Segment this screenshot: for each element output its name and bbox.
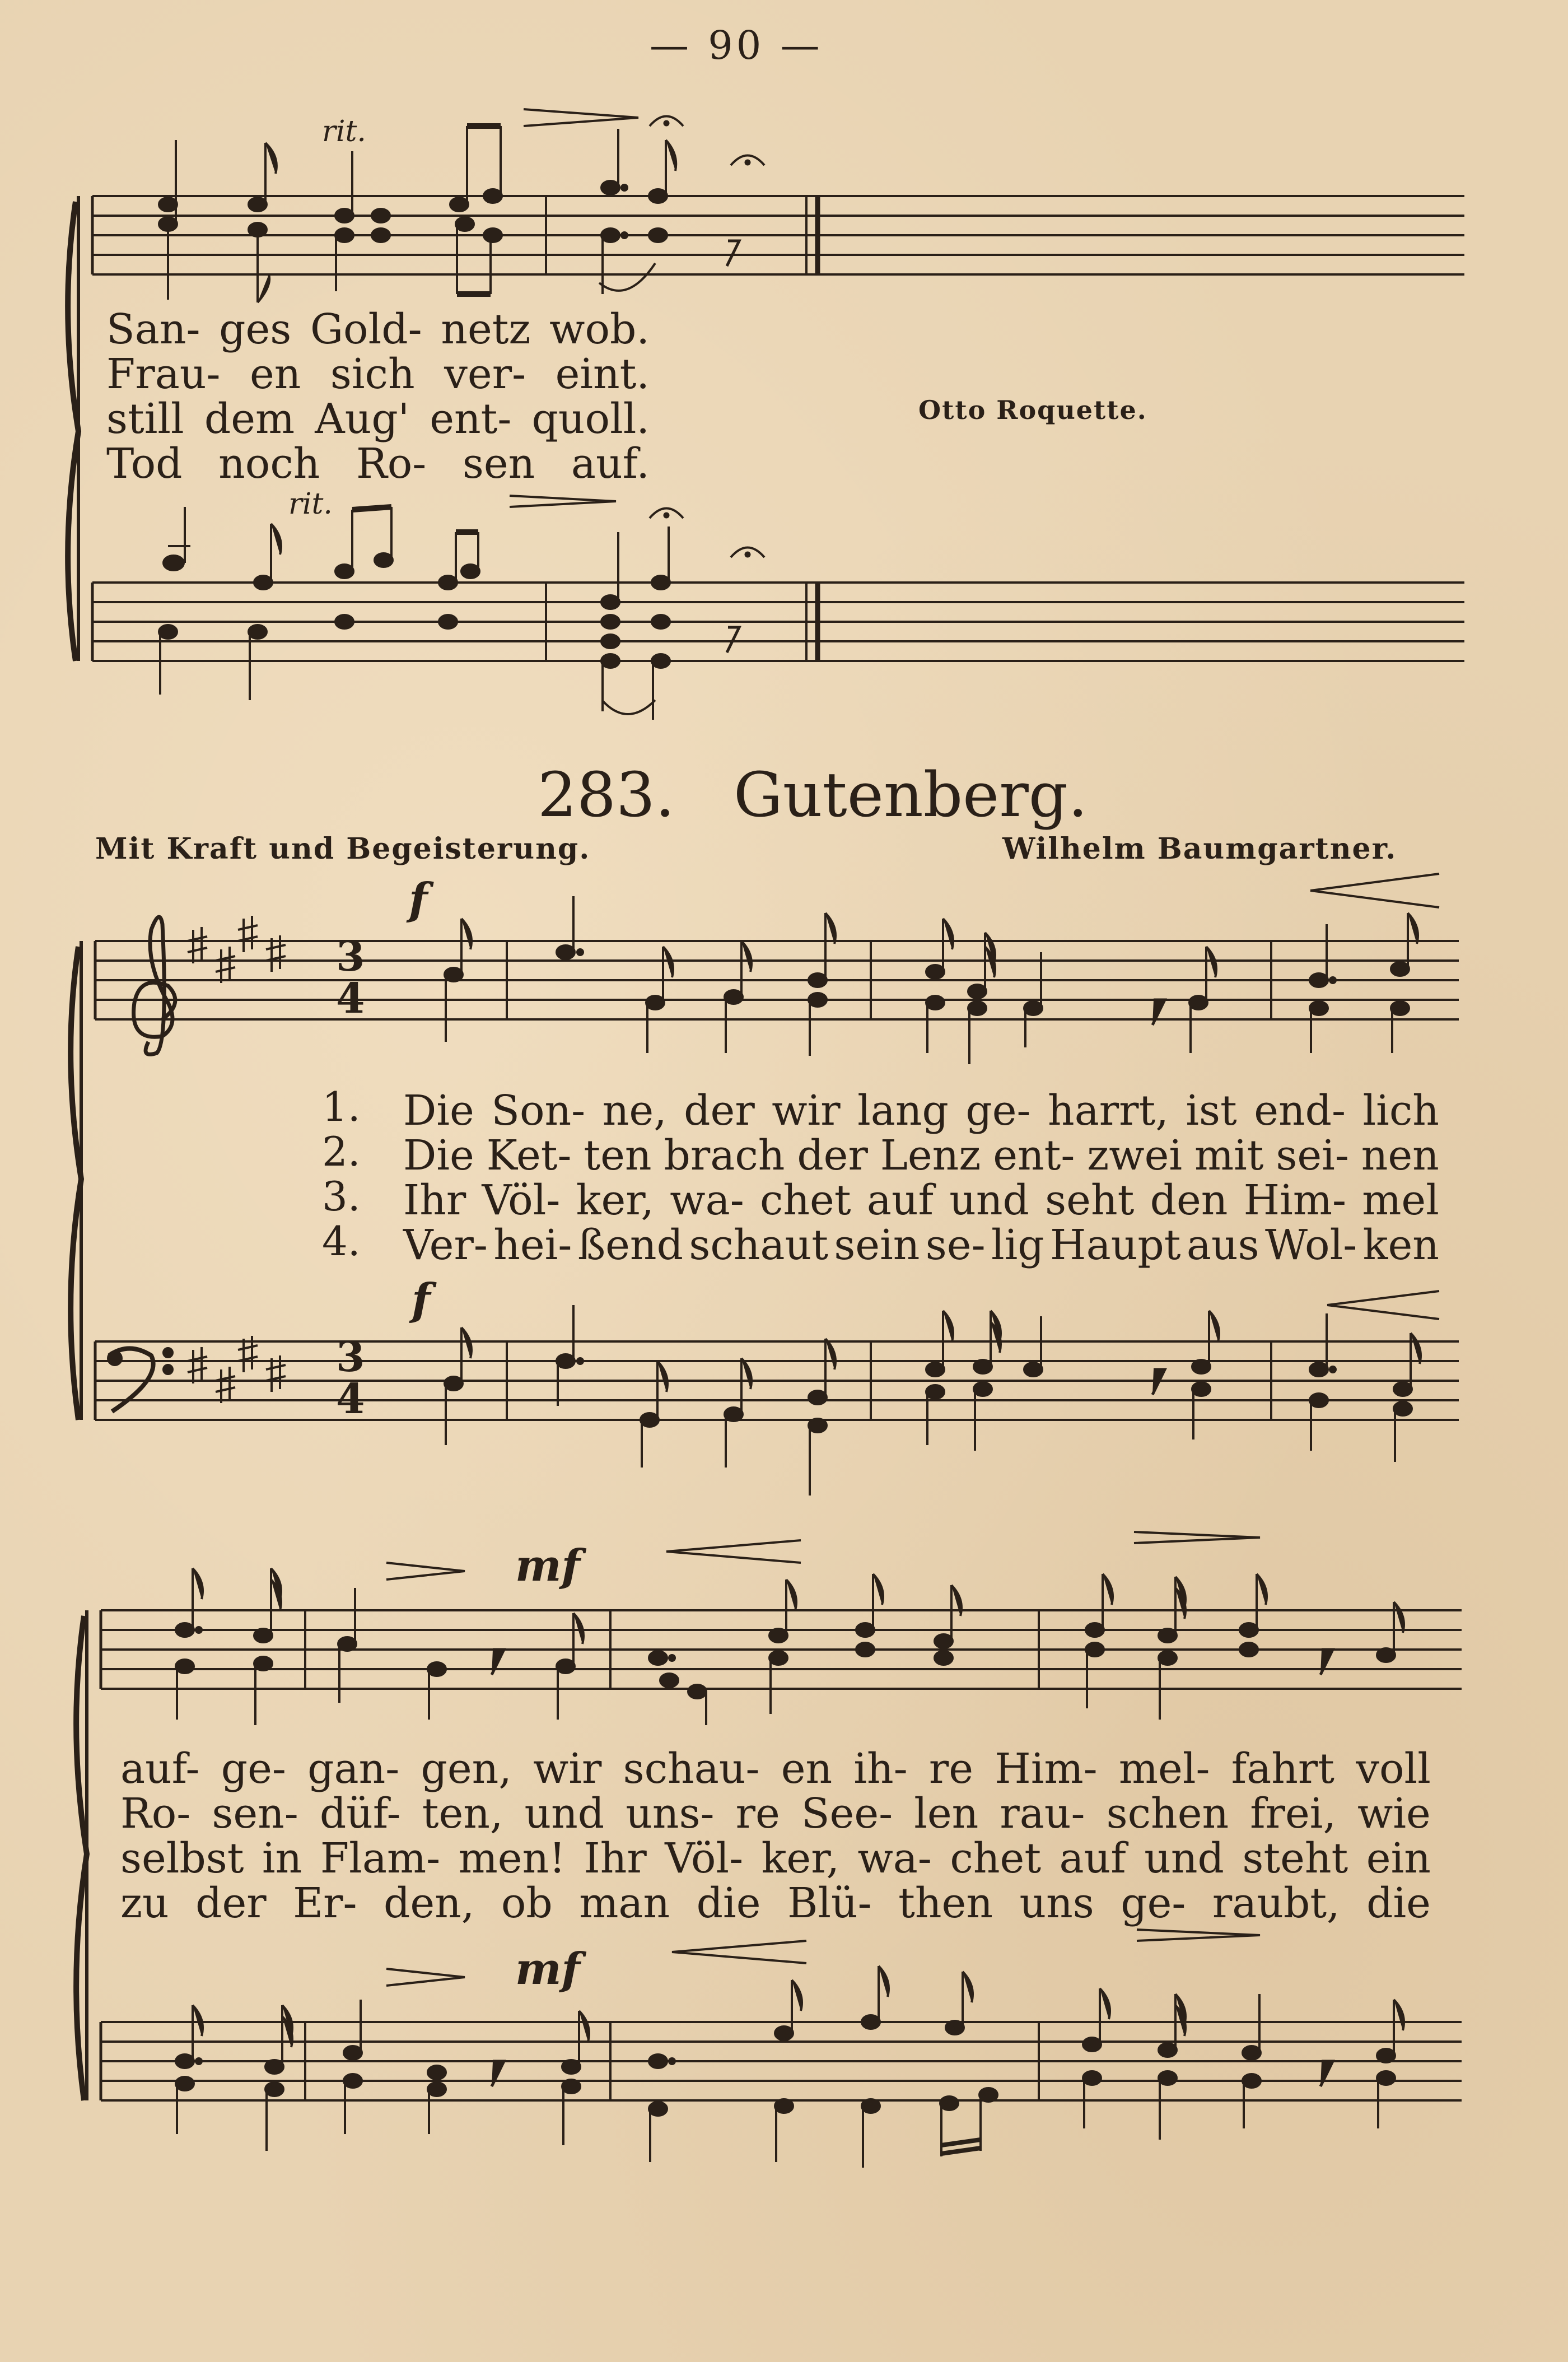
verse-3-line-2: selbst in Flam- men! Ihr Völ- ker, wa- chet auf und steht ein xyxy=(120,1834,1431,1883)
time-signature-top-bass: 3 xyxy=(336,1333,365,1381)
verse-3-line-1: Ihr Völ- ker, wa- chet auf und seht den Him- mel xyxy=(403,1176,1439,1224)
verse-2-line-1: Die Ket- ten brach der Lenz ent- zwei mit sei- nen xyxy=(403,1131,1439,1180)
page-number: — 90 — xyxy=(650,22,823,68)
ritardando-bottom: rit. xyxy=(288,487,333,521)
notes-s2-lower xyxy=(176,1966,1404,2168)
lyricist-credit: Otto Roquette. xyxy=(918,395,1147,425)
notes-prev-upper xyxy=(159,126,676,302)
composer-credit: Wilhelm Baumgartner. xyxy=(1002,832,1397,866)
verse-number: 3. xyxy=(322,1173,361,1220)
ritardando-top: rit. xyxy=(322,115,366,148)
verse-4-line-1: Ver- hei- ßend schaut sein se- lig Haupt aus Wol- ken xyxy=(403,1221,1439,1269)
song-number: 283. xyxy=(538,759,675,831)
staff-upper-s1 xyxy=(95,941,1459,1019)
verse-number: 2. xyxy=(322,1128,361,1175)
notes-prev-lower xyxy=(159,507,670,720)
dynamic-mf-upper: mf xyxy=(515,1540,581,1591)
staff-upper-prev xyxy=(92,196,1464,274)
time-signature-bottom-bass: 4 xyxy=(336,1375,365,1423)
dynamic-mf-lower: mf xyxy=(515,1944,581,1995)
key-signature-treble xyxy=(188,916,286,983)
lyric-line: still dem Aug' ent- quoll. xyxy=(106,395,650,443)
verse-number: 1. xyxy=(322,1083,361,1130)
dynamic-forte-upper: f xyxy=(409,874,428,925)
verse-2-line-2: Ro- sen- düf- ten, und uns- re See- len rau- schen frei, wie xyxy=(120,1790,1431,1838)
dynamic-forte-lower: f xyxy=(412,1274,431,1325)
verse-1-line-2: auf- ge- gan- gen, wir schau- en ih- re Him- mel- fahrt voll xyxy=(120,1745,1431,1793)
staff-lower-s1 xyxy=(95,1341,1459,1420)
key-signature-bass xyxy=(188,1336,286,1403)
staff-lower-prev xyxy=(92,583,1464,661)
song-title xyxy=(538,759,1088,831)
verse-1-line-1: Die Son- ne, der wir lang ge- harrt, ist end- lich xyxy=(403,1087,1439,1135)
time-signature-bottom: 4 xyxy=(336,975,365,1023)
verse-4-line-2: zu der Er- den, ob man die Blü- then uns ge- raubt, die xyxy=(120,1879,1431,1927)
verse-number: 4. xyxy=(322,1218,361,1265)
time-signature-top: 3 xyxy=(336,933,365,981)
lyric-line: Tod noch Ro- sen auf. xyxy=(106,440,650,488)
tempo-marking: Mit Kraft und Begeisterung. xyxy=(95,832,591,866)
lyric-line: San- ges Gold- netz wob. xyxy=(106,305,650,353)
notes-s2-upper xyxy=(176,1568,1404,1725)
treble-clef xyxy=(134,917,175,1054)
lyric-line: Frau- en sich ver- eint. xyxy=(106,350,650,398)
song-name: Gutenberg. xyxy=(733,759,1088,831)
